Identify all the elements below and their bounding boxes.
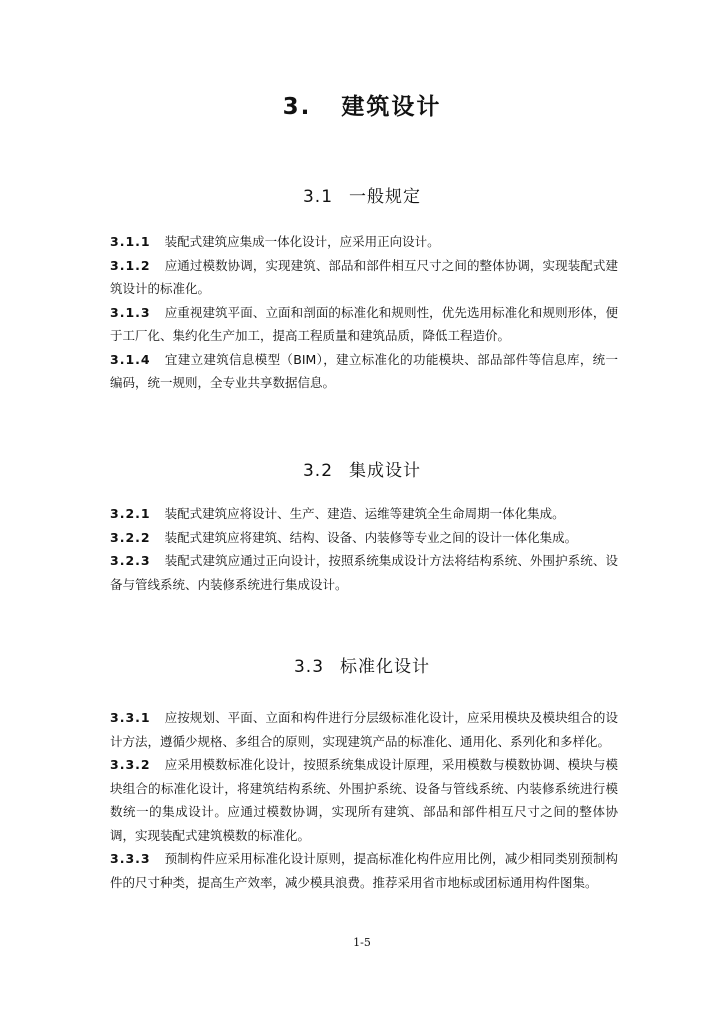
- clause-text: 应重视建筑平面、立面和剖面的标准化和规则性，优先选用标准化和规则形体，便于工厂化、集约化生产加工，提高工程质量和建筑品质，降低工程造价。: [110, 304, 618, 343]
- clause-text: 装配式建筑应将建筑、结构、设备、内装修等专业之间的设计一体化集成。: [164, 529, 578, 545]
- section-3-1-clauses: [110, 230, 618, 395]
- section-3-3-clauses: [110, 706, 618, 894]
- clause-3-3-1: [110, 706, 618, 753]
- clause-3-2-2: [110, 526, 618, 550]
- section-3-2-clauses: [110, 502, 618, 596]
- clause-text: 装配式建筑应集成一体化设计，应采用正向设计。: [164, 234, 440, 249]
- clause-3-3-2: [110, 753, 618, 847]
- section-number: 3.3: [293, 657, 325, 677]
- section-title-text: 标准化设计: [340, 657, 431, 677]
- clause-3-2-3: [110, 549, 618, 596]
- clause-number: 3.2.3: [110, 553, 151, 568]
- clause-text: 宜建立建筑信息模型（BIM），建立标准化的功能模块、部品部件等信息库，统一编码，统一规则，全专业共享数据信息。: [110, 351, 618, 390]
- clause-number: 3.2.1: [110, 506, 151, 521]
- clause-number: 3.1.2: [110, 257, 151, 273]
- clause-3-1-3: [110, 301, 618, 348]
- section-title-3-3: [0, 652, 724, 677]
- clause-3-1-4: [110, 348, 618, 395]
- clause-text: 应按规划、平面、立面和构件进行分层级标准化设计，应采用模块及模块组合的设计方法，遵循少规格、多组合的原则，实现建筑产品的标准化、通用化、系列化和多样化。: [110, 710, 618, 749]
- section-title-text: 一般规定: [349, 187, 422, 207]
- clause-3-1-1: [110, 230, 618, 254]
- clause-number: 3.3.2: [110, 757, 151, 772]
- clause-text: 装配式建筑应通过正向设计，按照系统集成设计方法将结构系统、外围护系统、设备与管线系统、内装修系统进行集成设计。: [110, 553, 618, 592]
- section-number: 3.2: [302, 461, 334, 481]
- clause-number: 3.1.4: [110, 351, 151, 367]
- clause-number: 3.3.3: [110, 851, 151, 866]
- chapter-number: 3.: [282, 94, 312, 120]
- clause-number: 3.1.1: [110, 234, 151, 249]
- chapter-title: [0, 88, 724, 121]
- clause-3-3-3: [110, 847, 618, 894]
- clause-3-2-1: [110, 502, 618, 526]
- section-number: 3.1: [302, 187, 334, 207]
- clause-3-1-2: [110, 254, 618, 301]
- section-title-text: 集成设计: [349, 461, 422, 481]
- section-title-3-1: [0, 182, 724, 207]
- page-number: 1-5: [353, 936, 371, 949]
- clause-text: 装配式建筑应将设计、生产、建造、运维等建筑全生命周期一体化集成。: [164, 506, 565, 521]
- section-title-3-2: [0, 456, 724, 481]
- clause-number: 3.2.2: [110, 529, 151, 545]
- clause-text: 应采用模数标准化设计，按照系统集成设计原理，采用模数与模数协调、模块与模块组合的标准化设计，将建筑结构系统、外围护系统、设备与管线系统、内装修系统进行模数统一的集成设计。应通过模数协调，实现所有建筑、部品和部件相互尺寸之间的整体协调，实现装配式建筑模数的标准化。: [110, 757, 618, 843]
- chapter-title-text: 建筑设计: [341, 94, 442, 120]
- clause-number: 3.3.1: [110, 710, 151, 725]
- clause-text: 预制构件应采用标准化设计原则，提高标准化构件应用比例，减少相同类别预制构件的尺寸种类，提高生产效率，减少模具浪费。推荐采用省市地标或团标通用构件图集。: [110, 851, 618, 890]
- clause-text: 应通过模数协调，实现建筑、部品和部件相互尺寸之间的整体协调，实现装配式建筑设计的标准化。: [110, 257, 618, 296]
- clause-number: 3.1.3: [110, 304, 151, 320]
